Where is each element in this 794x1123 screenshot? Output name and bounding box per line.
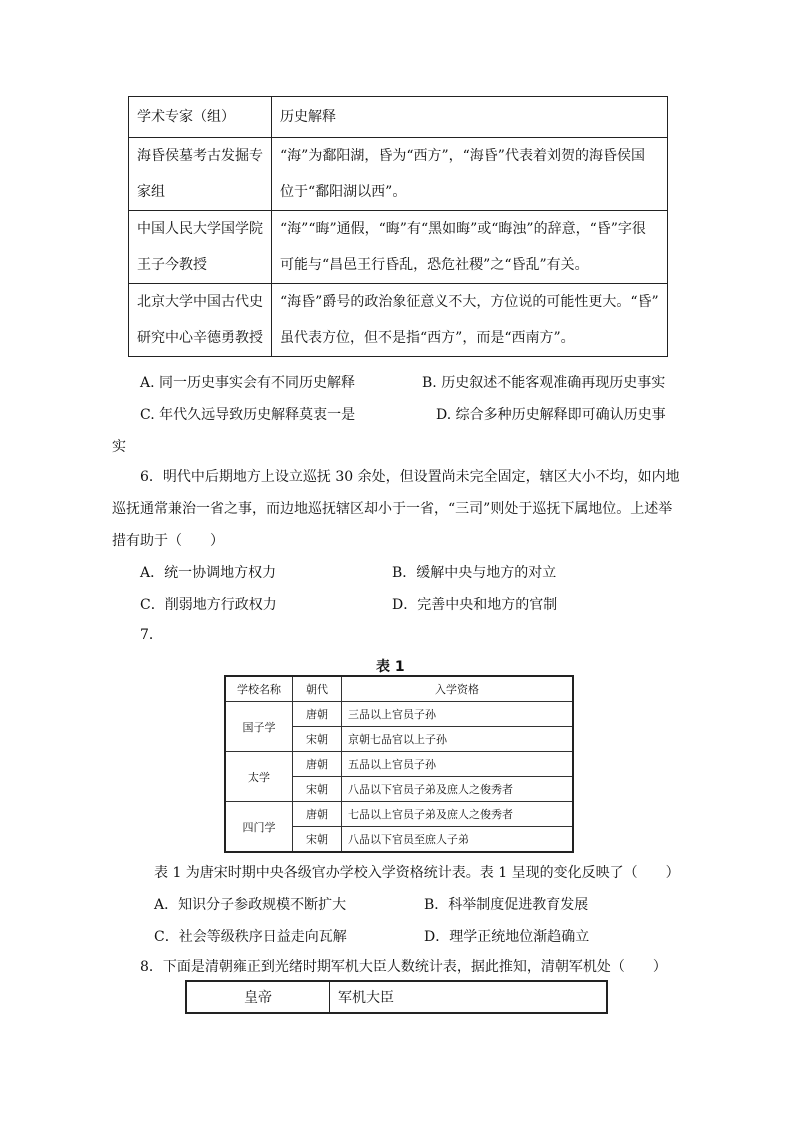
dynasty-cell: 唐朝 [293, 752, 342, 777]
explanation-line: 位于“鄱阳湖以西”。 [280, 184, 407, 200]
q5-option-d-cont: 实 [112, 439, 126, 455]
explanation-line: 可能与“昌邑王行昏乱，恐危社稷”之“昏乱”有关。 [280, 257, 589, 273]
grand-council-table [185, 980, 608, 1014]
q5-option-c: C. 年代久远导致历史解释莫衷一是 [140, 407, 356, 423]
expert-cell [129, 211, 272, 284]
expert-line: 中国人民大学国学院 [137, 221, 263, 237]
qualification-cell: 八品以下官员至庶人子弟 [342, 827, 574, 853]
qualification-cell: 八品以下官员子弟及庶人之俊秀者 [342, 777, 574, 802]
header-ministers: 军机大臣 [330, 981, 608, 1013]
expert-cell [129, 284, 272, 357]
q7-number: 7． [140, 627, 163, 643]
explanation-cell [272, 284, 668, 357]
q6-stem-line: 巡抚通常兼治一省之事，而边地巡抚辖区却小于一省，“三司”则处于巡抚下属地位。上述举 [112, 501, 673, 517]
q6-option-d: D．完善中央和地方的官制 [392, 597, 558, 613]
table-row [129, 138, 668, 211]
table-row [129, 284, 668, 357]
school-table-title: 表 1 [376, 659, 405, 675]
header-emperor: 皇帝 [186, 981, 330, 1013]
explanation-line: “海”为鄱阳湖，昏为“西方”，“海昏”代表着刘贺的海昏侯国 [280, 148, 645, 164]
q6-option-a: A．统一协调地方权力 [140, 565, 277, 581]
qualification-cell: 京朝七品官以上子孙 [342, 727, 574, 752]
expert-line: 研究中心辛德勇教授 [137, 330, 263, 346]
table-header-row [129, 97, 668, 138]
explanation-cell [272, 138, 668, 211]
header-qualification: 入学资格 [342, 676, 574, 702]
expert-line: 北京大学中国古代史 [137, 294, 263, 310]
explanation-cell [272, 211, 668, 284]
q5-option-d: D. 综合多种历史解释即可确认历史事 [436, 407, 666, 423]
expert-line: 王子今教授 [137, 257, 207, 273]
qualification-cell: 五品以上官员子孙 [342, 752, 574, 777]
table-header-row [225, 676, 573, 702]
table-row [225, 702, 573, 727]
expert-line: 海昏侯墓考古发掘专 [137, 148, 263, 164]
q7-option-a: A．知识分子参政规模不断扩大 [154, 897, 347, 913]
header-explanation: 历史解释 [272, 97, 668, 138]
dynasty-cell: 宋朝 [293, 777, 342, 802]
q5-option-a: A. 同一历史事实会有不同历史解释 [140, 375, 356, 391]
school-name: 太学 [225, 752, 293, 802]
explanation-line: “海”“晦”通假，“晦”有“黑如晦”或“晦浊”的辞意，“昏”字很 [280, 221, 646, 237]
school-admission-table [224, 675, 574, 853]
q7-option-b: B．科举制度促进教育发展 [424, 897, 589, 913]
table-row [225, 802, 573, 827]
expert-cell [129, 138, 272, 211]
q6-option-c: C．削弱地方行政权力 [140, 597, 277, 613]
q6-stem-line: 措有助于（ ） [112, 533, 224, 549]
q5-option-b: B. 历史叙述不能客观准确再现历史事实 [422, 375, 666, 391]
header-dynasty: 朝代 [293, 676, 342, 702]
dynasty-cell: 宋朝 [293, 827, 342, 853]
q6-stem-line: 6．明代中后期地方上设立巡抚 30 余处，但设置尚未完全固定，辖区大小不均，如内地 [140, 469, 680, 485]
table-header-row [186, 981, 607, 1013]
expert-line: 家组 [137, 184, 165, 200]
dynasty-cell: 唐朝 [293, 702, 342, 727]
explanation-line: 虽代表方位，但不是指“西方”，而是“西南方”。 [280, 330, 575, 346]
q6-option-b: B．缓解中央与地方的对立 [392, 565, 557, 581]
dynasty-cell: 唐朝 [293, 802, 342, 827]
qualification-cell: 七品以上官员子弟及庶人之俊秀者 [342, 802, 574, 827]
table-row [129, 211, 668, 284]
school-name: 国子学 [225, 702, 293, 752]
scholar-interpretation-table [128, 96, 668, 357]
qualification-cell: 三品以上官员子孙 [342, 702, 574, 727]
explanation-line: “海昏”爵号的政治象征意义不大，方位说的可能性更大。“昏” [280, 294, 659, 310]
q8-stem: 8．下面是清朝雍正到光绪时期军机大臣人数统计表，据此推知，清朝军机处（ ） [140, 959, 667, 975]
school-name: 四门学 [225, 802, 293, 853]
table-row [225, 752, 573, 777]
dynasty-cell: 宋朝 [293, 727, 342, 752]
q7-option-c: C．社会等级秩序日益走向瓦解 [154, 929, 347, 945]
q7-stem: 表 1 为唐宋时期中央各级官办学校入学资格统计表。表 1 呈现的变化反映了（ ） [154, 865, 680, 881]
q7-option-d: D．理学正统地位渐趋确立 [424, 929, 590, 945]
header-expert: 学术专家（组） [129, 97, 272, 138]
header-school: 学校名称 [225, 676, 293, 702]
